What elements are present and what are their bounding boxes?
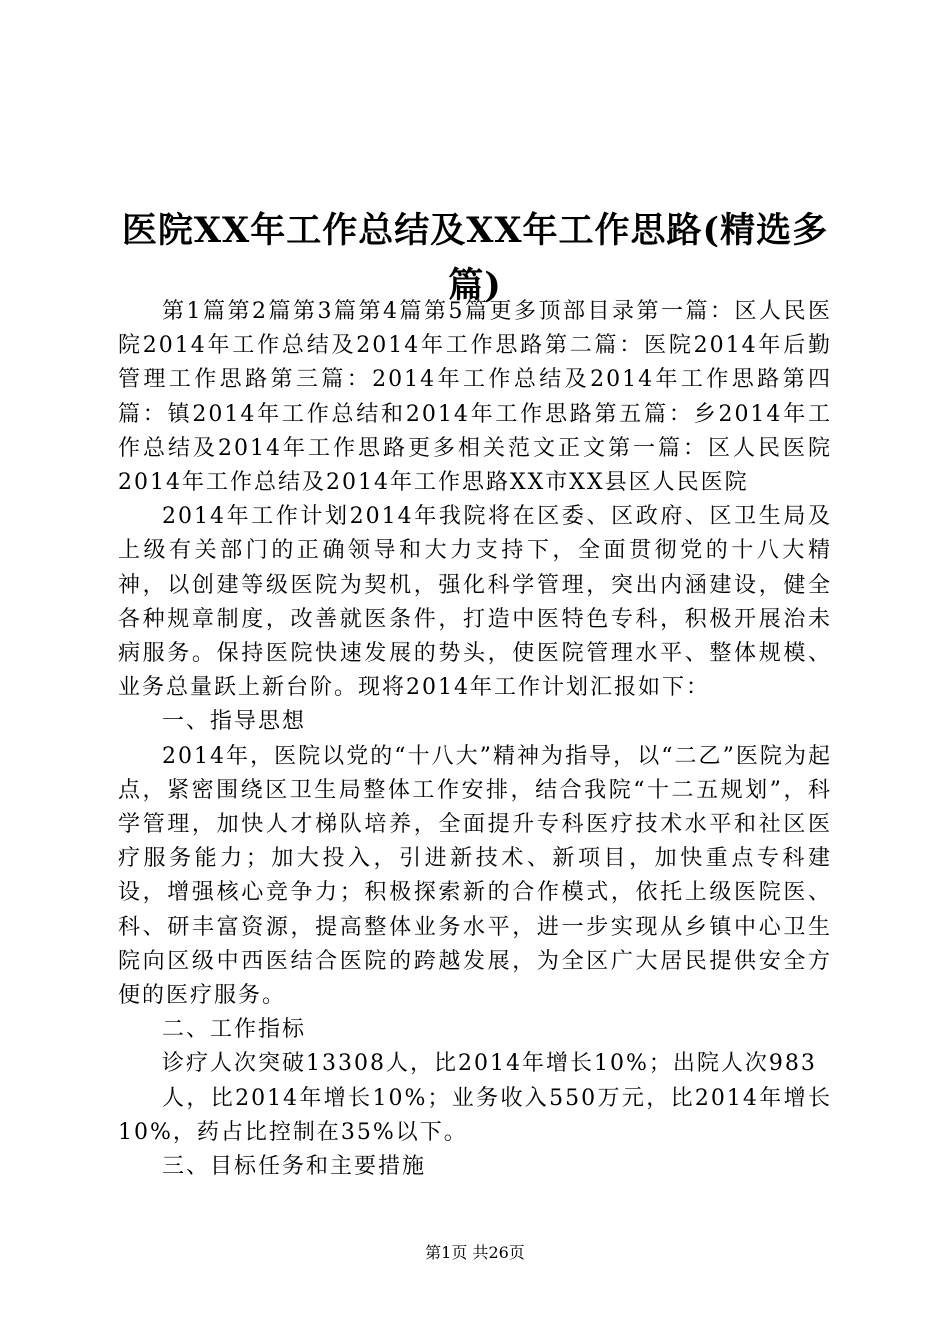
page-footer: 第1页 共26页 <box>425 1243 525 1262</box>
section-heading-targets-measures: 三、目标任务和主要措施 <box>162 1154 427 1180</box>
document-body <box>118 295 832 1184</box>
paragraph-intro: 2014年工作计划2014年我院将在区委、区政府、区卫生局及上级有关部门的正确领导和大力支持下，全面贯彻党的十八大精神，以创建等级医院为契机，强化科学管理，突出内涵建设，健全各种规章制度，改善就医条件，打造中医特色专科，积极开展治未病服务。保持医院快速发展的势头，使医院管理水平、整体规模、业务总量跃上新台阶。现将2014年工作计划汇报如下： <box>118 504 832 701</box>
paragraph-table-of-contents: 第1篇第2篇第3篇第4篇第5篇更多顶部目录第一篇：区人民医院2014年工作总结及2014年工作思路第二篇：医院2014年后勤管理工作思路第三篇：2014年工作总结及2014年工作思路第四篇：镇2014年工作总结和2014年工作思路第五篇：乡2014年工作总结及2014年工作思路更多相关范文正文第一篇：区人民医院2014年工作总结及2014年工作思路XX市XX县区人民医院 <box>118 299 832 496</box>
document-title: 医院XX年工作总结及XX年工作思路(精选多篇) <box>121 210 829 307</box>
paragraph-work-indicators-2: 人，比2014年增长10%；业务收入550万元，比2014年增长10%，药占比控制在35%以下。 <box>118 1085 832 1145</box>
paragraph-guiding-ideology: 2014年，医院以党的“十八大”精神为指导，以“二乙”医院为起点，紧密围绕区卫生局整体工作安排，结合我院“十二五规划”，科学管理，加快人才梯队培养，全面提升专科医疗技术水平和社区医疗服务能力；加大投入，引进新技术、新项目，加快重点专科建设，增强核心竞争力；积极探索新的合作模式，依托上级医院医、科、研丰富资源，提高整体业务水平，进一步实现从乡镇中心卫生院向区级中西医结合医院的跨越发展，为全区广大居民提供安全方便的医疗服务。 <box>118 743 832 1009</box>
paragraph-work-indicators-1: 诊疗人次突破13308人，比2014年增长10%；出院人次983 <box>162 1051 817 1077</box>
section-heading-guiding-ideology: 一、指导思想 <box>162 709 307 735</box>
section-heading-work-indicators: 二、工作指标 <box>162 1017 307 1043</box>
